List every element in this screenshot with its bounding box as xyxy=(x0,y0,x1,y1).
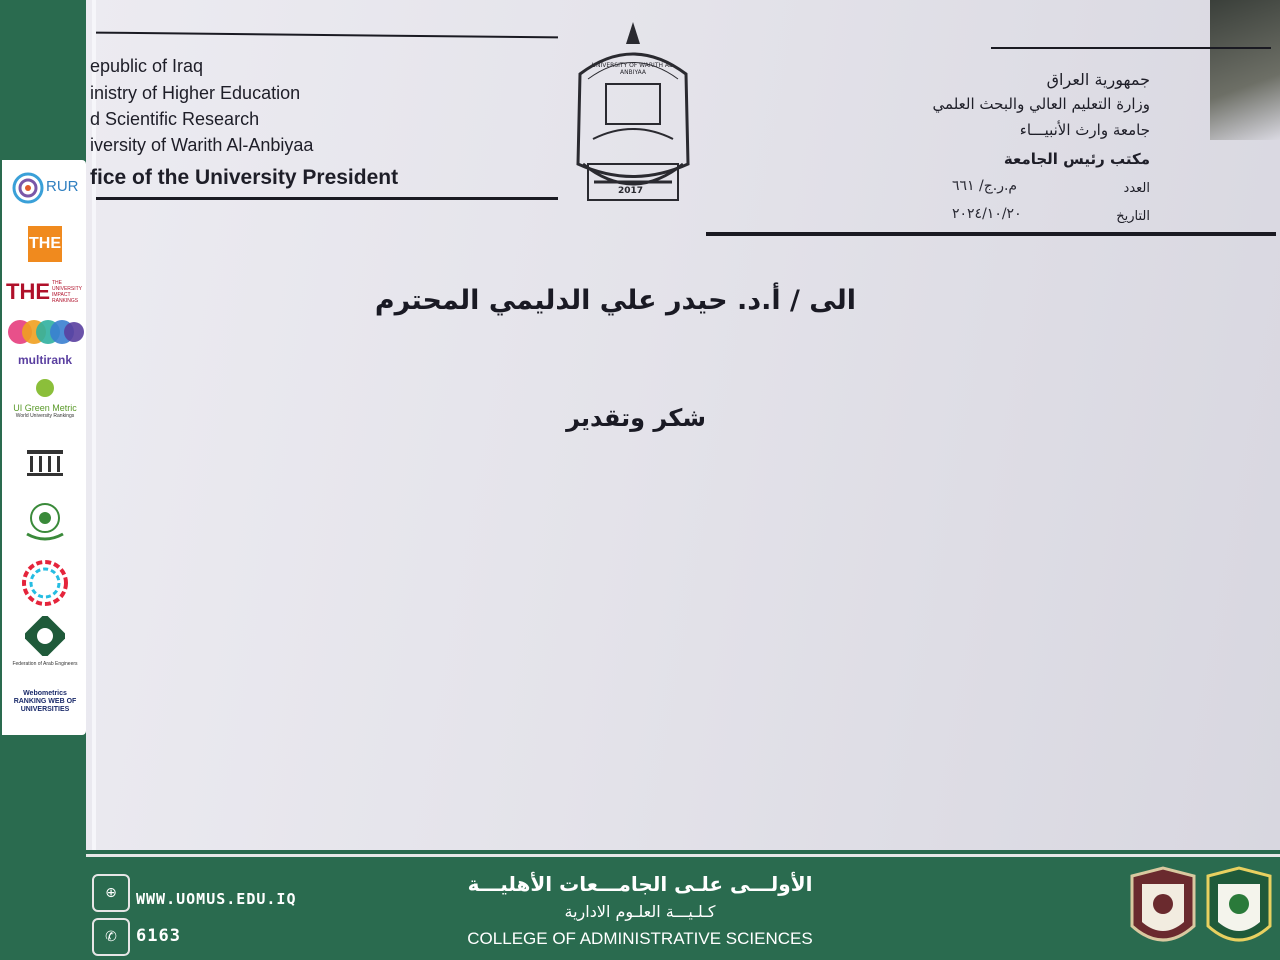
federation-label: Federation of Arab Engineers xyxy=(12,661,78,667)
the-logo[interactable] xyxy=(6,226,84,266)
recipient-line: الى / أ.د. حيدر علي الدليمي المحترم xyxy=(374,285,856,316)
federation-engineers-logo[interactable] xyxy=(6,616,84,680)
greenmetric-logo[interactable] xyxy=(6,378,84,430)
arab-universities-logo[interactable] xyxy=(6,496,84,556)
number-label: العدد xyxy=(1123,181,1150,196)
header-ar-line-3: جامعة وارث الأنبيـــاء xyxy=(1019,121,1150,139)
website-link[interactable]: WWW.UOMUS.EDU.IQ xyxy=(136,890,297,908)
rankings-panel xyxy=(2,160,86,735)
header-ar-line-1: جمهورية العراق xyxy=(1046,70,1150,89)
header-rule-left xyxy=(96,197,558,200)
header-en-line-4: iversity of Warith Al-Anbiyaa xyxy=(90,135,314,155)
footer-college-en: COLLEGE OF ADMINISTRATIVE SCIENCES xyxy=(467,929,813,948)
greenmetric-label: UI Green Metric xyxy=(13,403,77,413)
number-value: م.ر.ج/ ٦٦١ xyxy=(952,178,1018,194)
phone-icon: ✆ xyxy=(92,918,130,956)
the-impact-logo[interactable] xyxy=(6,276,84,308)
multirank-logo[interactable] xyxy=(6,316,84,366)
header-en-line-3: d Scientific Research xyxy=(90,109,260,129)
crest-ring-text: UNIVERSITY OF WARITH AL-ANBIYAA xyxy=(591,62,675,76)
header-ar-office: مكتب رئيس الجامعة xyxy=(1003,150,1150,168)
date-label: التاريخ xyxy=(1116,209,1150,224)
top-rule-right xyxy=(991,47,1271,49)
university-shield-logo xyxy=(1204,866,1274,956)
the-impact-mark: THE xyxy=(6,279,50,304)
webometrics-logo[interactable] xyxy=(6,690,84,726)
the-label: THE xyxy=(28,226,62,262)
sdg-logo[interactable] xyxy=(6,560,84,610)
rur-label: RUR xyxy=(46,178,79,195)
webometrics-label: Webometrics RANKING WEB OF UNIVERSITIES xyxy=(13,690,77,713)
footer-college-ar: كـلـيـــة العلـوم الادارية xyxy=(564,902,716,921)
letter-paper xyxy=(86,0,1280,850)
header-en-office: fice of the University President xyxy=(90,166,399,189)
rur-logo[interactable] xyxy=(6,168,84,208)
phone-number: 6163 xyxy=(136,926,181,946)
university-crest xyxy=(558,14,708,214)
multirank-label: multirank xyxy=(17,353,72,367)
header-en-line-1: epublic of Iraq xyxy=(90,56,204,76)
subject-line: شكر وتقدير xyxy=(566,404,706,432)
the-impact-label: THE UNIVERSITY IMPACT RANKINGS xyxy=(52,280,82,304)
college-shield-logo xyxy=(1128,866,1198,956)
header-en-line-2: inistry of Higher Education xyxy=(90,83,301,103)
date-value: ٢٠٢٤/١٠/٢٠ xyxy=(952,206,1022,222)
institution-icon[interactable] xyxy=(6,448,84,478)
top-rule-left xyxy=(96,32,558,39)
greenmetric-sub: World University Rankings xyxy=(15,413,75,419)
background-corner xyxy=(1210,0,1280,140)
footer-tagline: الأولـــى علـى الجامـــعات الأهليـــة xyxy=(467,872,813,896)
globe-icon: ⊕ xyxy=(92,874,130,912)
header-ar-line-2: وزارة التعليم العالي والبحث العلمي xyxy=(932,95,1150,113)
crest-year: 2017 xyxy=(618,186,644,196)
header-rule-right xyxy=(706,232,1276,236)
footer-divider xyxy=(86,854,1280,857)
